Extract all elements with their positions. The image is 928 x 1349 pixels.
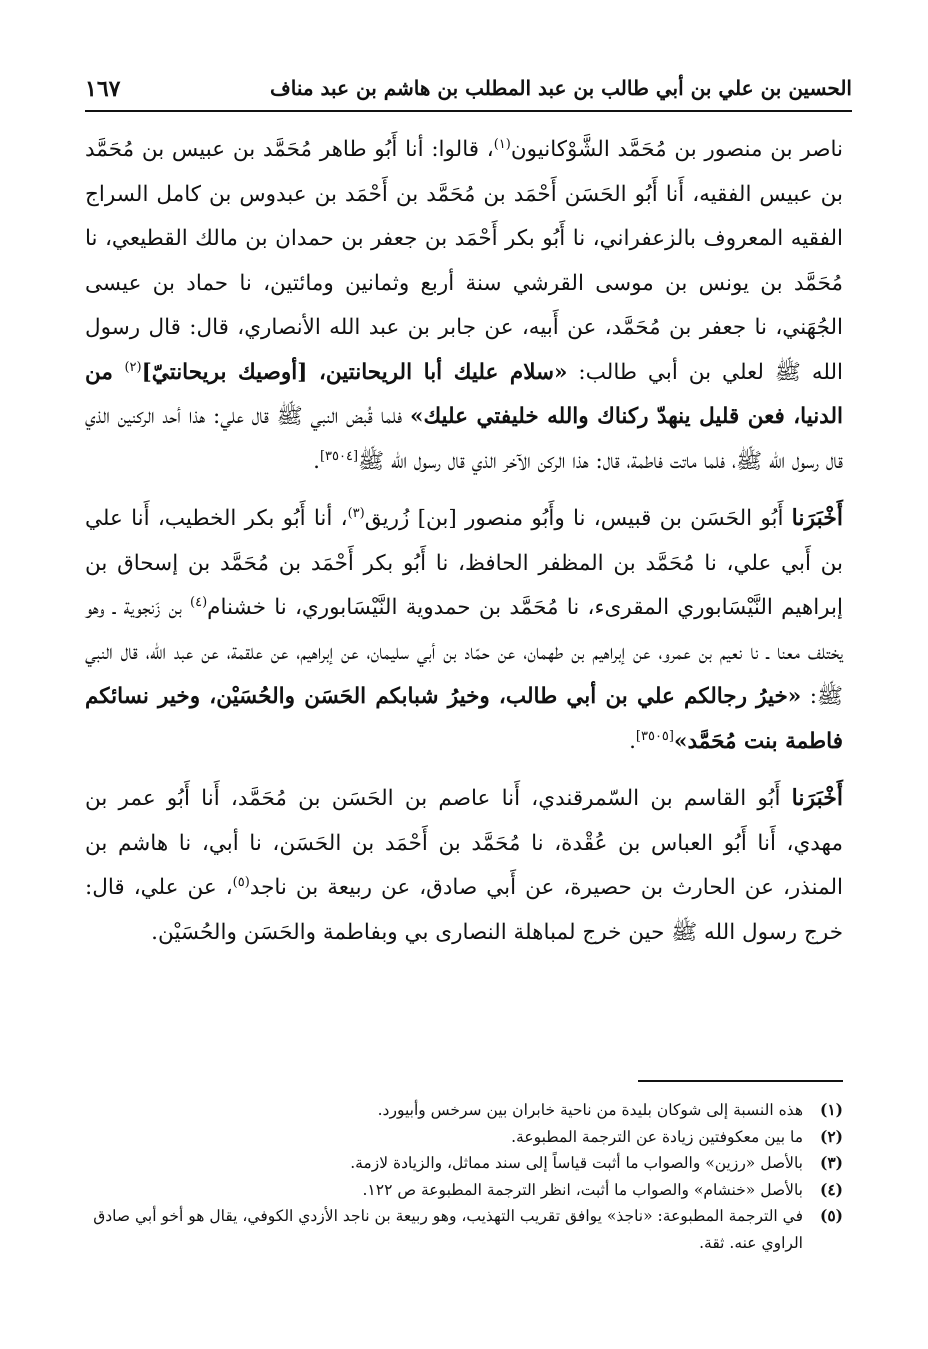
footnote-marker: (٤) <box>190 594 208 610</box>
text-run: بن زَنجوية ـ وهو يختلف معنا ـ نا نعيم بن عمرو، عن إبراهيم بن طهمان، عن حمّاد بن أبي سليمان، عن إبراهيم، عن علقمة، عن عبد الله، قال النبي ﷺ: <box>85 595 843 709</box>
page-header <box>85 70 852 112</box>
footnote-separator <box>638 1080 843 1082</box>
text-run: ، عن علي، قال: خرج رسول الله ﷺ حين خرج لمباهلة النصارى بي وبفاطمة والحَسَن والحُسَيْن. <box>85 875 843 945</box>
footnote <box>85 1124 843 1151</box>
paragraph-1 <box>85 128 843 484</box>
text-run: . <box>313 448 320 474</box>
footnote <box>85 1203 843 1256</box>
footnote-number: (٣) <box>819 1153 843 1172</box>
footnote-marker: (٢) <box>124 359 142 375</box>
footnote <box>85 1097 843 1124</box>
text-run: ناصر بن منصور بن مُحَمَّد الشَّوْكانيون <box>510 137 843 162</box>
footnote-text: ما بين معكوفتين زيادة عن الترجمة المطبوعة. <box>511 1127 803 1146</box>
hadith-text: «سلام عليك أبا الريحانتين، [أوصيك بريحانتيّ] <box>141 359 568 385</box>
hadith-text: «خيرُ رجالكم علي بن أبي طالب، وخيرُ شبابكم الحَسَن والحُسَيْن، وخير نسائكم فاطمة بنت مُحَمَّد» <box>85 684 843 754</box>
footnote <box>85 1177 843 1204</box>
footnote-marker: (١) <box>493 136 511 152</box>
footnote-text: بالأصل «خنشام» والصواب ما أثبت، انظر الترجمة المطبوعة ص ١٢٢. <box>362 1180 803 1199</box>
hadith-text: من الدنيا، فعن قليل ينهدّ ركناك والله خليفتي عليك» <box>85 359 843 429</box>
footnote-text: في الترجمة المطبوعة: «ناجذ» يوافق تقريب التهذيب، وهو ربيعة بن ناجد الأزدي الكوفي، يقال هو أخو أبي صادق الراوي عنه. ثقة. <box>93 1207 803 1252</box>
footnote-number: (١) <box>819 1100 843 1119</box>
paragraph-2 <box>85 496 843 764</box>
lead-word: أَخْبَرَنا <box>791 785 843 811</box>
footnotes <box>85 1097 843 1256</box>
text-run: أَبُو الحَسَن بن قبيس، نا وأَبُو منصور [بن] زُريق <box>364 506 792 531</box>
footnote-marker: (٣) <box>347 505 365 521</box>
hadith-reference: [٣٥٠٤] <box>319 448 359 464</box>
lead-word: أَخْبَرَنا <box>791 505 843 531</box>
text-run: ، قالوا: أنا أَبُو طاهر مُحَمَّد بن عبيس بن مُحَمَّد بن عبيس الفقيه، أَنا أَبُو الحَسَن أَحْمَد بن مُحَمَّد بن أَحْمَد بن عبدوس بن كامل السراج الفقيه المعروف بالزعفراني، نا أَبُو بكر أَحْمَد بن جعفر بن حمدان بن مالك القطيعي، نا مُحَمَّد بن يونس بن موسى القرشي سنة أربع وثمانين ومائتين، نا حماد بن عيسى الجُهَني، نا جعفر بن مُحَمَّد، عن أَبيه، عن جابر بن عبد الله الأنصاري، قال: قال رسول الله ﷺ لعلي بن أبي طالب: <box>85 137 843 385</box>
footnote-number: (٤) <box>819 1179 843 1199</box>
footnote-text: هذه النسبة إلى شوكان بليدة من ناحية خابران بين سرخس وأبيورد. <box>377 1101 803 1119</box>
page-number: ١٦٧ <box>85 76 121 102</box>
text-run: فلما قُبض النبي ﷺ قال علي: هذا أحد الركنين الذي قال رسول الله ﷺ، فلما ماتت فاطمة، قال: هذا الركن الآخر الذي قال رسول الله ﷺ <box>85 404 843 474</box>
footnote-number: (٢) <box>819 1126 843 1146</box>
main-text <box>85 128 843 961</box>
footnote-marker: (٥) <box>232 874 250 890</box>
text-run: ، أنا أَبُو بكر الخطيب، أَنا علي بن أَبي علي، نا مُحَمَّد بن المظفر الحافظ، نا أَبُو بكر أَحْمَد بن مُحَمَّد بن إسحاق بن إبراهيم النَّيْسَابوري المقرىء، نا مُحَمَّد بن حمدوية النَّيْسَابوري، نا خشنام <box>85 506 843 620</box>
footnote-text: بالأصل «رزين» والصواب ما أثبت قياساً إلى سند مماثل، والزيادة لازمة. <box>350 1154 803 1172</box>
footnote-number: (٥) <box>819 1206 843 1225</box>
text-run: أَبُو القاسم بن السّمرقندي، أَنا عاصم بن الحَسَن بن مُحَمَّد، أَنا أَبُو عمر بن مهدي، أَنا أَبُو العباس بن عُقْدة، نا مُحَمَّد بن أَحْمَد بن الحَسَن، نا أبي، نا هاشم بن المنذر، عن الحارث بن حصيرة، عن أَبي صادق، عن ربيعة بن ناجد <box>85 786 843 900</box>
hadith-reference: [٣٥٠٥] <box>635 728 674 744</box>
footnote <box>85 1150 843 1177</box>
text-run: . <box>629 728 636 754</box>
paragraph-3 <box>85 776 843 955</box>
running-title: الحسين بن علي بن أبي طالب بن عبد المطلب بن هاشم بن عبد مناف <box>270 76 852 100</box>
